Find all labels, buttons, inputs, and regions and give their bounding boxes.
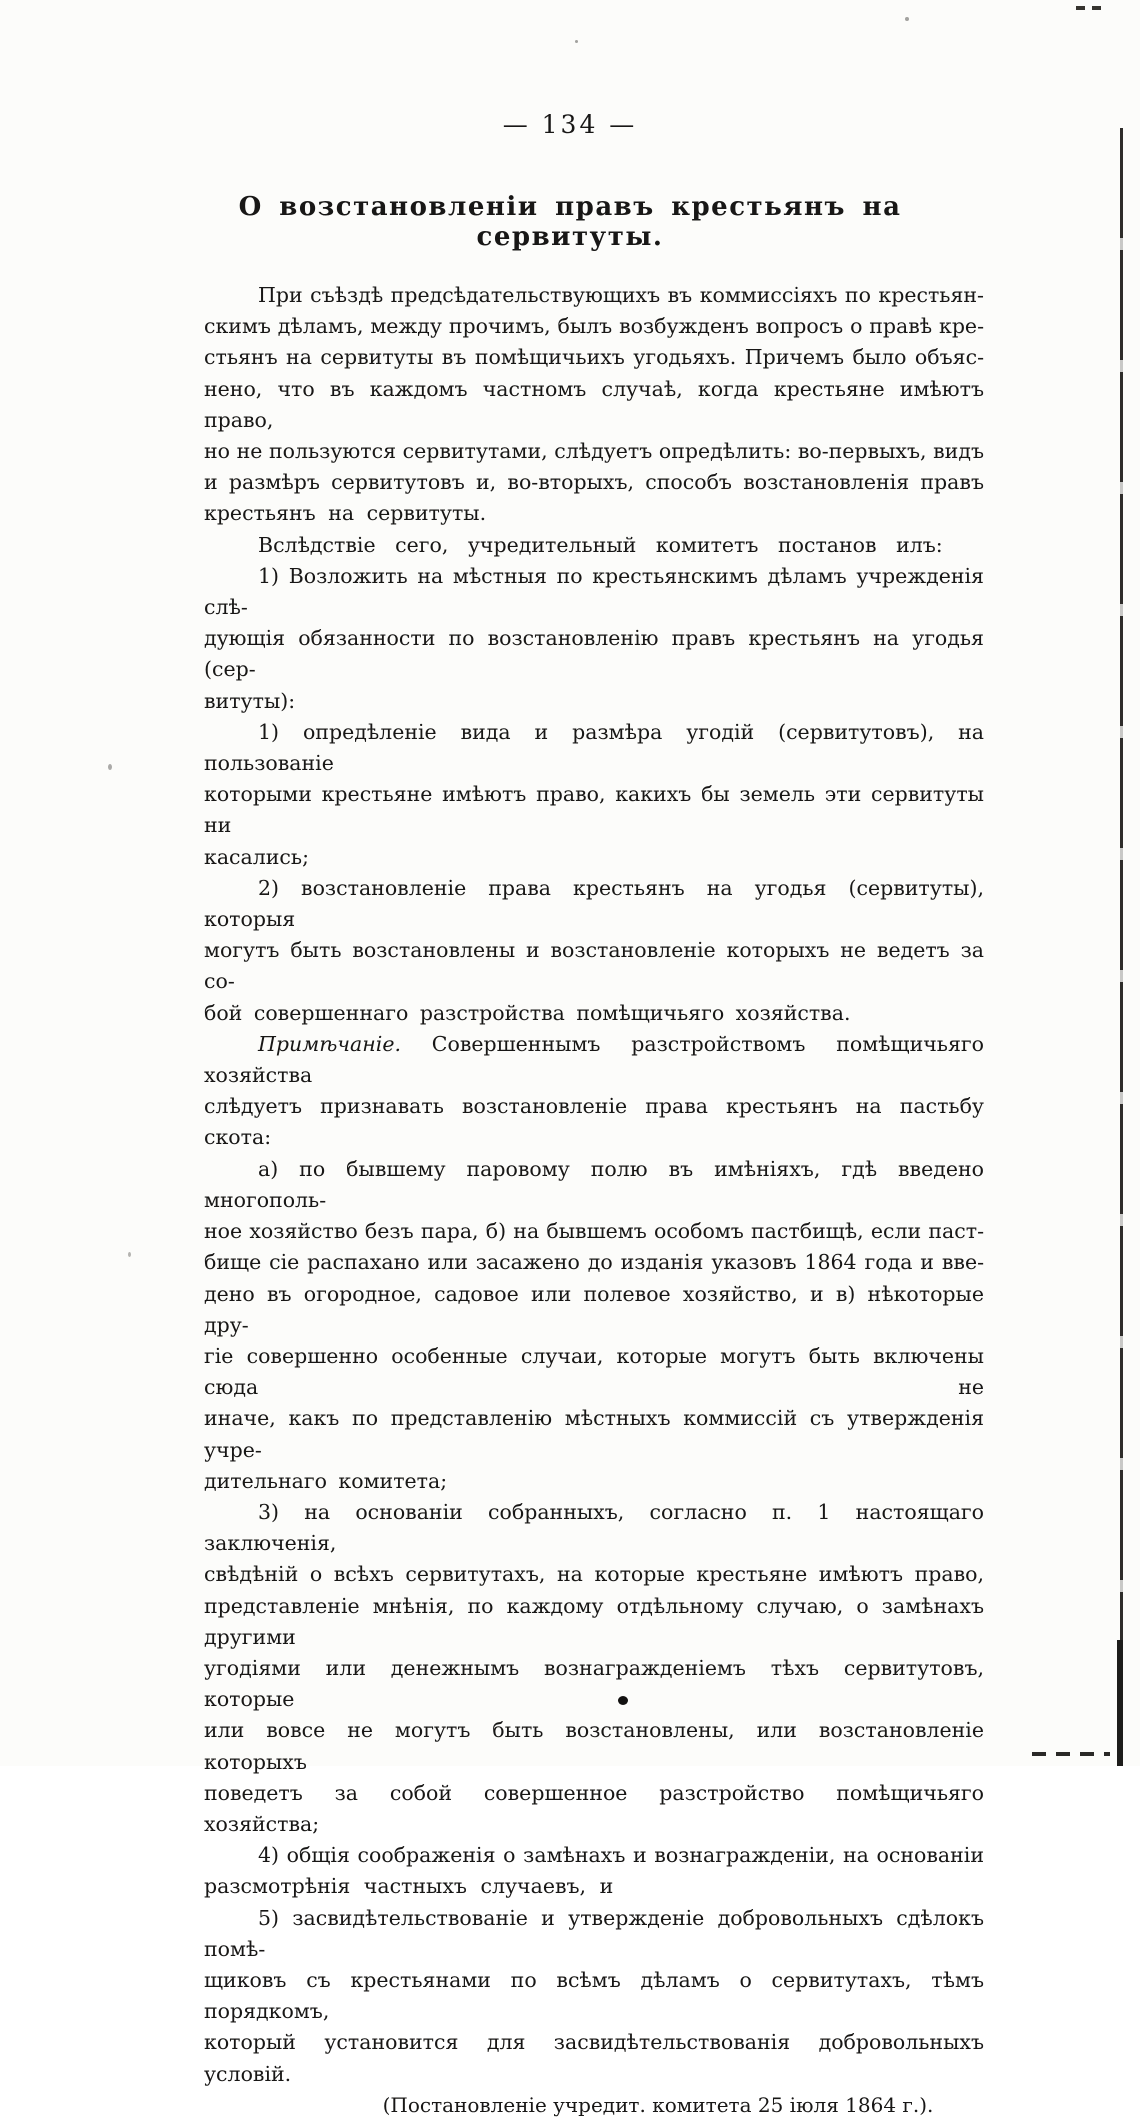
decree-source-note: (Постановленіе учредит. комитета 25 іюля 1864 г.).: [382, 2092, 934, 2117]
scan-edge-line-thick: [1117, 1640, 1123, 1766]
text-line: 2) возстановленіе права крестьянъ на угодья (сервитуты), которыя: [204, 875, 984, 932]
text-line: который установится для засвидѣтельствованія добровольныхъ условій.: [204, 2030, 984, 2086]
page-title: О возстановленіи правъ крестьянъ на сервитуты.: [238, 192, 902, 252]
ink-blot: [618, 1696, 628, 1705]
text-line: но не пользуются сервитутами, слѣдуетъ опредѣлить: во-первыхъ, видъ: [204, 439, 984, 464]
text-line: или вовсе не могутъ быть возстановлены, или возстановленіе которыхъ: [204, 1718, 984, 1774]
scan-edge-line: [1120, 128, 1123, 1640]
text-line: бой совершеннаго разстройства помѣщичьяго хозяйства.: [204, 1000, 851, 1025]
text-line: а) по бывшему паровому полю въ имѣніяхъ, гдѣ введено многополь-: [204, 1156, 984, 1212]
page-number: — 134 —: [502, 110, 638, 139]
text-line: дующія обязанности по возстановленію правъ крестьянъ на угодья (сер-: [204, 626, 984, 682]
text-line: угодіями или денежнымъ вознагражденіемъ тѣхъ сервитутовъ, которые: [204, 1655, 984, 1712]
text-line: которыми крестьяне имѣютъ право, какихъ бы земель эти сервитуты ни: [204, 782, 984, 838]
text-line: 1) опредѣленіе вида и размѣра угодій (сервитутовъ), на пользованіе: [204, 719, 984, 776]
text-line: гіе совершенно особенные случаи, которые могутъ быть включены сюда не: [204, 1343, 984, 1400]
text-line: 4) общія соображенія о замѣнахъ и вознагражденіи, на основаніи: [258, 1843, 984, 1868]
text-line: касались;: [204, 844, 309, 869]
text-line: стьянъ на сервитуты въ помѣщичьихъ угодьяхъ. Причемъ было объяс-: [204, 345, 984, 370]
text-line: Вслѣдствіе сего, учредительный комитетъ постанов илъ:: [258, 532, 943, 557]
scan-artifact-dashes-bottom: [1032, 1752, 1110, 1756]
text-line: иначе, какъ по представленію мѣстныхъ коммиссій съ утвержденія учре-: [204, 1406, 984, 1462]
scan-speck: [905, 17, 909, 21]
text-line: бище сіе распахано или засажено до изданія указовъ 1864 года и вве-: [204, 1250, 984, 1275]
text-line: и размѣръ сервитутовъ и, во-вторыхъ, способъ возстановленія правъ: [204, 470, 984, 495]
text-line: разсмотрѣнія частныхъ случаевъ, и: [204, 1874, 614, 1899]
text-line: свѣдѣній о всѣхъ сервитутахъ, на которые крестьяне имѣютъ право,: [204, 1562, 984, 1587]
text-line: скимъ дѣламъ, между прочимъ, былъ возбужденъ вопросъ о правѣ кре-: [204, 314, 984, 339]
text-line: слѣдуетъ признавать возстановленіе права крестьянъ на пастьбу скота:: [204, 1094, 984, 1150]
scan-speck: [108, 764, 112, 770]
text-line: ное хозяйство безъ пара, б) на бывшемъ особомъ пастбищѣ, если паст-: [204, 1219, 984, 1244]
text-line: поведетъ за собой совершенное разстройство помѣщичьяго хозяйства;: [204, 1780, 984, 1836]
scan-speck: [930, 296, 933, 299]
text-line: дительнаго комитета;: [204, 1468, 448, 1493]
text-line: 3) на основаніи собранныхъ, согласно п. 1 настоящаго заключенія,: [204, 1499, 984, 1556]
text-line: При съѣздѣ предсѣдательствующихъ въ коммиссіяхъ по крестьян-: [258, 283, 984, 307]
text-line: 5) засвидѣтельствованіе и утвержденіе добровольныхъ сдѣлокъ помѣ-: [204, 1905, 984, 1961]
text-line: витуты):: [204, 688, 296, 713]
text-line: могутъ быть возстановлены и возстановленіе которыхъ не ведетъ за со-: [204, 938, 984, 994]
body-text: [204, 280, 984, 2121]
italic-lead: Примѣчаніе.: [258, 1031, 401, 1056]
text-line: нено, что въ каждомъ частномъ случаѣ, когда крестьяне имѣютъ право,: [204, 376, 984, 432]
text-line: 1) Возложить на мѣстныя по крестьянскимъ дѣламъ учрежденія слѣ-: [204, 563, 984, 620]
text-line: щиковъ съ крестьянами по всѣмъ дѣламъ о сервитутахъ, тѣмъ порядкомъ,: [204, 1967, 984, 2024]
text-line: крестьянъ на сервитуты.: [204, 501, 487, 526]
text-line: дено въ огородное, садовое или полевое хозяйство, и в) нѣкоторые дру-: [204, 1281, 984, 1337]
text-line: представленіе мнѣнія, по каждому отдѣльному случаю, о замѣнахъ другими: [204, 1593, 984, 1649]
scan-artifact-dashes-top: [1076, 6, 1104, 10]
scan-speck: [128, 1252, 131, 1257]
scan-speck: [575, 40, 578, 43]
text-line: Примѣчаніе. Совершеннымъ разстройствомъ помѣщичьяго хозяйства: [204, 1031, 984, 1088]
